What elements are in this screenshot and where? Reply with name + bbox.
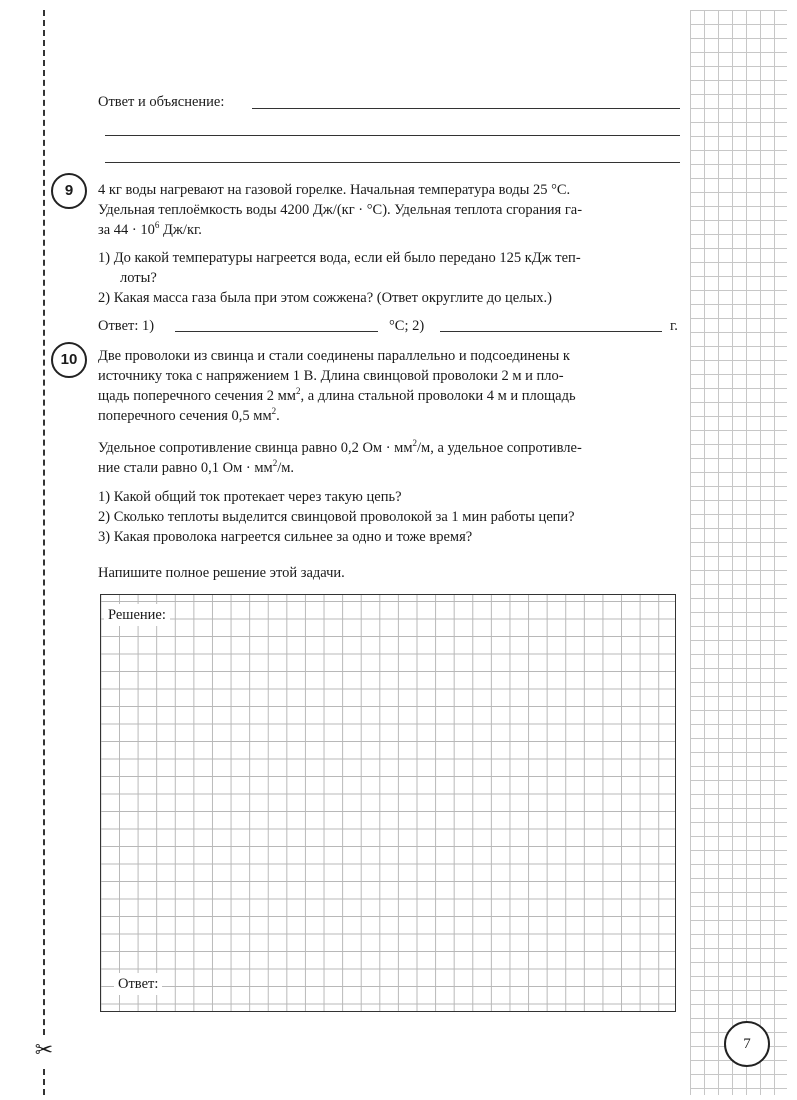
question-line: 2) Какая масса газа была при этом сожжена? (Ответ округлите до целых.) [98, 290, 552, 306]
text-part: , а длина стальной проволоки 4 м и площадь [300, 388, 576, 404]
text-line [98, 406, 682, 426]
text-line: Две проволоки из свинца и стали соединены параллельно и подсоединены к [98, 348, 570, 364]
unit-gram: г. [670, 318, 678, 334]
margin-grid [690, 10, 787, 1095]
solution-area[interactable] [100, 594, 676, 1012]
text-line: Удельная теплоёмкость воды 4200 Дж/(кг · °C). Удельная теплота сгорания га- [98, 202, 583, 218]
text-part: . [276, 408, 280, 424]
text-part: щадь поперечного сечения 2 мм [98, 388, 296, 404]
text-part: /м, а удельное сопротивле- [417, 440, 582, 456]
task-number-10: 10 [51, 342, 87, 378]
answer-line[interactable] [252, 108, 680, 109]
text-line [98, 438, 682, 458]
text-part: поперечного сечения 0,5 мм [98, 408, 272, 424]
task10-questions [98, 487, 682, 547]
task10-condition [98, 346, 682, 426]
text-line [98, 386, 682, 406]
answer-explanation-label: Ответ и объяснение: [98, 94, 225, 110]
answer1-field[interactable] [175, 331, 378, 332]
text-line: 4 кг воды нагревают на газовой горелке. Начальная температура воды 25 °C. [98, 182, 571, 198]
question-line: 1) Какой общий ток протекает через такую цепь? [98, 489, 402, 505]
task10-instruction: Напишите полное решение этой задачи. [98, 565, 345, 581]
page-number: 7 [724, 1021, 770, 1067]
text-line [98, 458, 682, 478]
question-line: 3) Какая проволока нагреется сильнее за одно и тоже время? [98, 529, 473, 545]
unit-celsius: °C; 2) [389, 318, 425, 334]
solution-label: Решение: [104, 604, 170, 626]
text-line: источнику тока с напряжением 1 В. Длина свинцовой проволоки 2 м и пло- [98, 368, 564, 384]
text-part: Удельное сопротивление свинца равно 0,2 Ом · мм [98, 440, 413, 456]
exponent: 2 [271, 406, 277, 417]
text-part: Дж/кг. [159, 222, 202, 238]
exponent: 2 [412, 438, 418, 449]
task-number-9: 9 [51, 173, 87, 209]
question-line: 2) Сколько теплоты выделится свинцовой проволокой за 1 мин работы цепи? [98, 509, 575, 525]
answer-line[interactable] [105, 162, 680, 163]
task10-resistivity [98, 438, 682, 478]
answer-line[interactable] [105, 135, 680, 136]
text-part: /м. [277, 460, 295, 476]
text-line [98, 220, 680, 240]
task9-answer-label: Ответ: 1) [98, 318, 155, 334]
cut-line [43, 10, 45, 1095]
task9-condition [98, 180, 680, 240]
answer2-field[interactable] [440, 331, 662, 332]
question-line: 1) До какой температуры нагреется вода, если ей было передано 125 кДж теп- [98, 250, 581, 266]
answer-label: Ответ: [114, 973, 162, 995]
exponent: 2 [295, 386, 301, 397]
exponent: 2 [272, 458, 278, 469]
task9-questions [98, 248, 680, 308]
text-part: ние стали равно 0,1 Ом · мм [98, 460, 273, 476]
exponent: 6 [154, 220, 160, 231]
text-part: за 44 · 10 [98, 222, 155, 238]
scissors-icon: ✂ [33, 1036, 55, 1066]
question-line: лоты? [120, 270, 157, 286]
